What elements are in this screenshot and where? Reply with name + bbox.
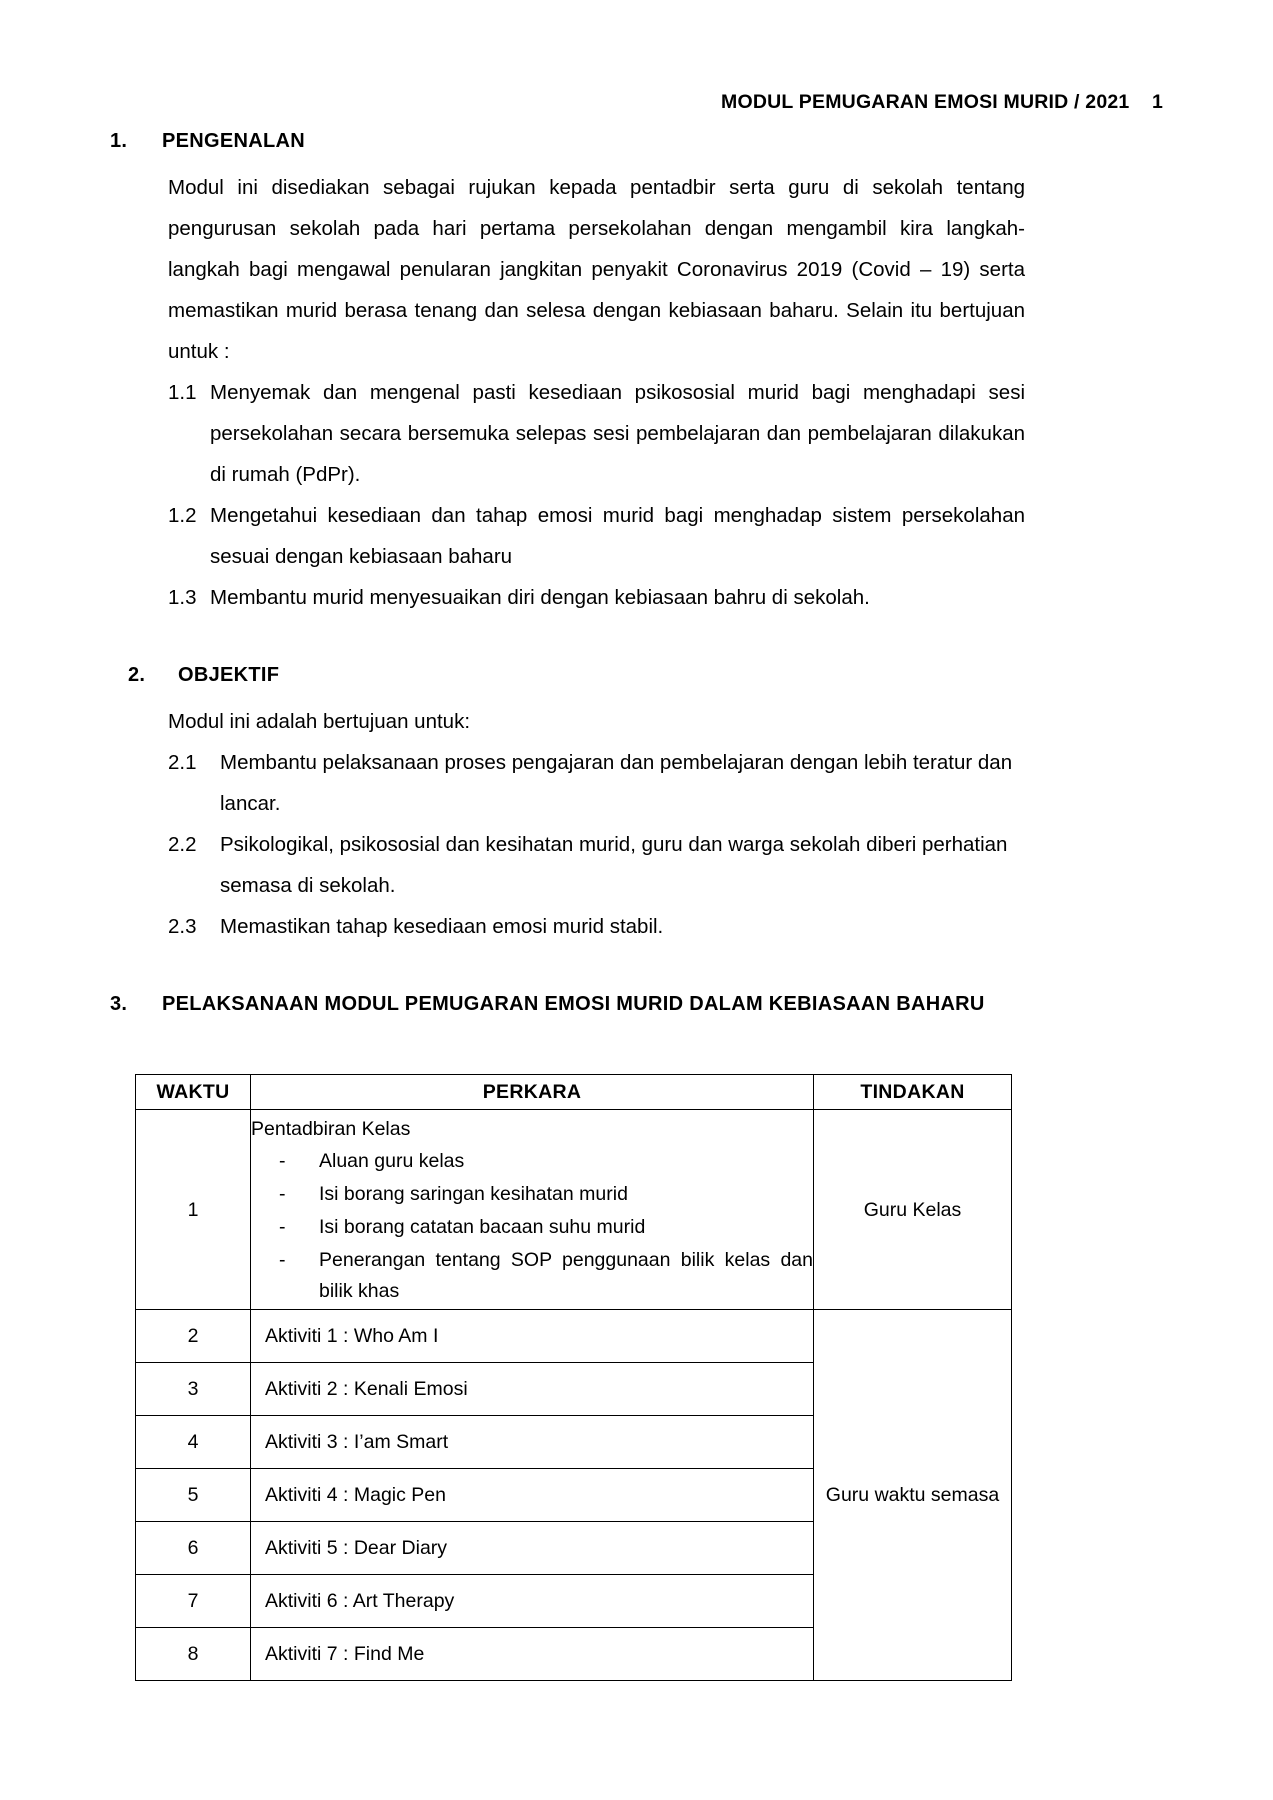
cell-perkara: Aktiviti 4 : Magic Pen [251,1469,814,1522]
list-item-text: Aluan guru kelas [319,1150,465,1172]
pelaksanaan-table [135,1074,1012,1681]
dash-marker-icon: - [279,1249,286,1271]
item-2-2-text: Psikologikal, psikososial dan kesihatan murid, guru dan warga sekolah diberi perhatian semasa di sekolah. [220,833,1008,897]
item-2-1-label: 2.1 [168,751,197,774]
item-1-1-text: Menyemak dan mengenal pasti kesediaan psikososial murid bagi menghadapi sesi persekolahan secara bersemuka selepas sesi pembelajaran dan pembelajaran dilakukan di rumah (PdPr). [210,381,1025,486]
cell-perkara: Aktiviti 3 : I’am Smart [251,1416,814,1469]
section-3-heading [110,993,1025,1016]
column-header-waktu: WAKTU [136,1075,251,1110]
section-3-title: PELAKSANAAN MODUL PEMUGARAN EMOSI MURID DALAM KEBIASAAN BAHARU [162,993,985,1015]
section-3-number: 3. [110,993,128,1015]
section-2-intro: Modul ini adalah bertujuan untuk: [168,710,471,733]
list-item-text: Isi borang catatan bacaan suhu murid [319,1216,646,1238]
section-1-title: PENGENALAN [162,130,306,152]
cell-waktu: 3 [136,1363,251,1416]
dash-marker-icon: - [279,1183,286,1205]
cell-perkara: Aktiviti 7 : Find Me [251,1628,814,1681]
item-2-1 [110,742,1025,824]
section-1-heading [110,130,1025,153]
cell-perkara: Aktiviti 2 : Kenali Emosi [251,1363,814,1416]
document-body [110,130,1025,1030]
list-item [251,1179,813,1210]
pelaksanaan-table-wrapper [135,1074,1011,1681]
item-1-1-label: 1.1 [168,381,197,404]
item-1-2-label: 1.2 [168,504,197,527]
section-gap-1 [110,618,1025,664]
cell-waktu: 1 [136,1110,251,1310]
cell-waktu: 6 [136,1522,251,1575]
item-2-3-label: 2.3 [168,915,197,938]
list-item-text: Penerangan tentang SOP penggunaan bilik kelas dan bilik khas [319,1249,813,1302]
section-2-heading [110,664,1025,687]
perkara-bullet-list [251,1146,813,1307]
cell-perkara: Aktiviti 6 : Art Therapy [251,1575,814,1628]
item-1-2 [110,495,1025,577]
item-2-2 [110,824,1025,906]
page-number: 1 [1151,91,1163,113]
section-gap-2 [110,947,1025,993]
item-1-3-label: 1.3 [168,586,197,609]
section-2-number: 2. [128,664,146,686]
cell-waktu: 4 [136,1416,251,1469]
section-1-intro: Modul ini disediakan sebagai rujukan kepada pentadbir serta guru di sekolah tentang pengurusan sekolah pada hari pertama persekolahan dengan mengambil kira langkah-langkah bagi mengawal penularan jangkitan penyakit Coronavirus 2019 (Covid – 19) serta memastikan murid berasa tenang dan selesa dengan kebiasaan baharu. Selain itu bertujuan untuk : [168,176,1025,363]
cell-perkara [251,1110,814,1310]
section-2-title: OBJEKTIF [178,664,280,686]
section-1-number: 1. [110,130,128,152]
cell-waktu: 7 [136,1575,251,1628]
cell-perkara: Aktiviti 1 : Who Am I [251,1310,814,1363]
page-header [110,68,1163,137]
item-1-1 [110,372,1025,495]
cell-tindakan-merged: Guru waktu semasa [814,1310,1012,1681]
list-item-text: Isi borang saringan kesihatan murid [319,1183,628,1205]
header-spacer [1129,91,1151,113]
item-2-2-label: 2.2 [168,833,197,856]
cell-waktu: 8 [136,1628,251,1681]
item-2-3 [110,906,1025,947]
list-item [251,1146,813,1177]
dash-marker-icon: - [279,1150,286,1172]
perkara-title: Pentadbiran Kelas [251,1118,411,1140]
table-row [136,1310,1012,1363]
list-item [251,1212,813,1243]
cell-waktu: 5 [136,1469,251,1522]
item-1-2-text: Mengetahui kesediaan dan tahap emosi murid bagi menghadap sistem persekolahan sesuai dengan kebiasaan baharu [210,504,1025,568]
table-header-row [136,1075,1012,1110]
cell-tindakan: Guru Kelas [814,1110,1012,1310]
cell-waktu: 2 [136,1310,251,1363]
item-1-3-text: Membantu murid menyesuaikan diri dengan kebiasaan bahru di sekolah. [210,586,870,609]
header-title: MODUL PEMUGARAN EMOSI MURID / 2021 [721,91,1130,113]
column-header-tindakan: TINDAKAN [814,1075,1012,1110]
item-2-3-text: Memastikan tahap kesediaan emosi murid stabil. [220,915,664,938]
cell-perkara: Aktiviti 5 : Dear Diary [251,1522,814,1575]
item-2-1-text: Membantu pelaksanaan proses pengajaran dan pembelajaran dengan lebih teratur dan lancar. [220,751,1013,815]
column-header-perkara: PERKARA [251,1075,814,1110]
dash-marker-icon: - [279,1216,286,1238]
list-item [251,1245,813,1307]
table-row [136,1110,1012,1310]
item-1-3 [110,577,1025,618]
